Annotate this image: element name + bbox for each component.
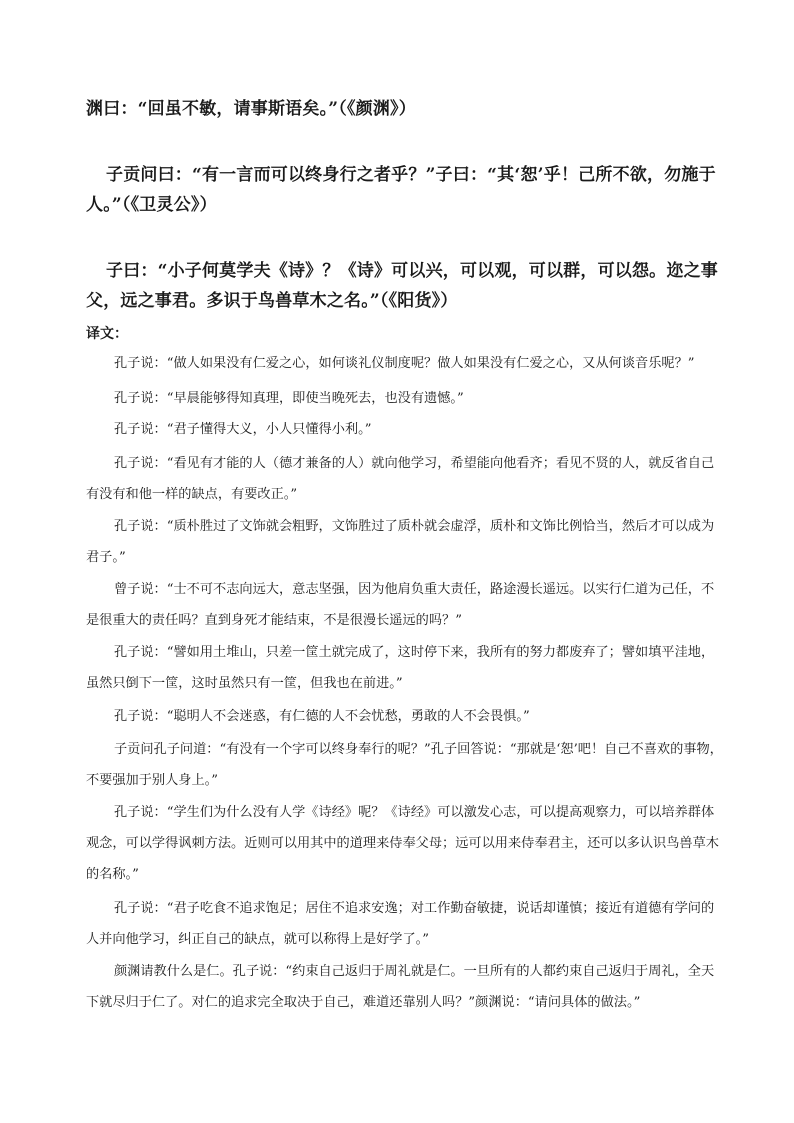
translation-paragraph: 孔子说：“君子懂得大义，小人只懂得小利。”: [114, 422, 372, 437]
translation-paragraph: 曾子说：“士不可不志向远大，意志坚强，因为他肩负重大责任，路途漫长遥远。以实行仁道为己任，不是很重大的责任吗？直到身死才能结束，不是很漫长遥远的吗？”: [86, 582, 715, 628]
translation-paragraph: 孔子说：“譬如用土堆山，只差一筐土就完成了，这时停下来，我所有的努力都废弃了；譬如填平洼地，虽然只倒下一筐，这时虽然只有一筐，但我也在前进。”: [86, 645, 715, 691]
translation-paragraph: 子贡问孔子问道：“有没有一个字可以终身奉行的呢？”孔子回答说：“那就是‘恕’吧！自己不喜欢的事物，不要强加于别人身上。”: [86, 742, 723, 788]
translation-paragraph: 孔子说：“聪明人不会迷惑，有仁德的人不会忧愁，勇敢的人不会畏惧。”: [114, 709, 530, 724]
original-passage-yanghuo: 子曰：“小子何莫学夫《诗》？《诗》可以兴，可以观，可以群，可以怨。迩之事父，远之事君。多识于鸟兽草木之名。”（《阳货》）: [86, 261, 718, 311]
translation-paragraph: 孔子说：“做人如果没有仁爱之心，如何谈礼仪制度呢？做人如果没有仁爱之心，又从何谈音乐呢？”: [114, 356, 695, 371]
translation-paragraph: 孔子说：“看见有才能的人（德才兼备的人）就向他学习，希望能向他看齐；看见不贤的人，就反省自己有没有和他一样的缺点，有要改正。”: [86, 456, 715, 502]
original-passage-yanyuan: 渊曰：“回虽不敏，请事斯语矣。”（《颜渊》）: [86, 99, 416, 119]
translation-paragraph: 孔子说：“君子吃食不追求饱足；居住不追求安逸；对工作勤奋敏捷，说话却谨慎；接近有道德有学问的人并向他学习，纠正自己的缺点，就可以称得上是好学了。”: [86, 901, 715, 947]
translation-paragraph: 孔子说：“学生们为什么没有人学《诗经》呢？《诗经》可以激发心志，可以提高观察力，可以培养群体观念，可以学得讽刺方法。近则可以用其中的道理来侍奉父母；远可以用来侍奉君主，还可以多认识鸟兽草木的名称。”: [86, 805, 719, 882]
translation-paragraph: 孔子说：“早晨能够得知真理，即使当晚死去，也没有遗憾。”: [114, 391, 464, 406]
translation-heading: 译文：: [86, 326, 128, 342]
original-passage-weilinggong: 子贡问曰：“有一言而可以终身行之者乎？”子曰：“其‘恕’乎！己所不欲，勿施于人。”（《卫灵公》）: [86, 165, 716, 215]
translation-paragraph: 孔子说：“质朴胜过了文饰就会粗野，文饰胜过了质朴就会虚浮，质朴和文饰比例恰当，然后才可以成为君子。”: [86, 519, 715, 565]
translation-paragraph: 颜渊请教什么是仁。孔子说：“约束自己返归于周礼就是仁。一旦所有的人都约束自己返归于周礼，全天下就尽归于仁了。对仁的追求完全取决于自己，难道还靠别人吗？”颜渊说：“请问具体的做法。”: [86, 964, 715, 1010]
